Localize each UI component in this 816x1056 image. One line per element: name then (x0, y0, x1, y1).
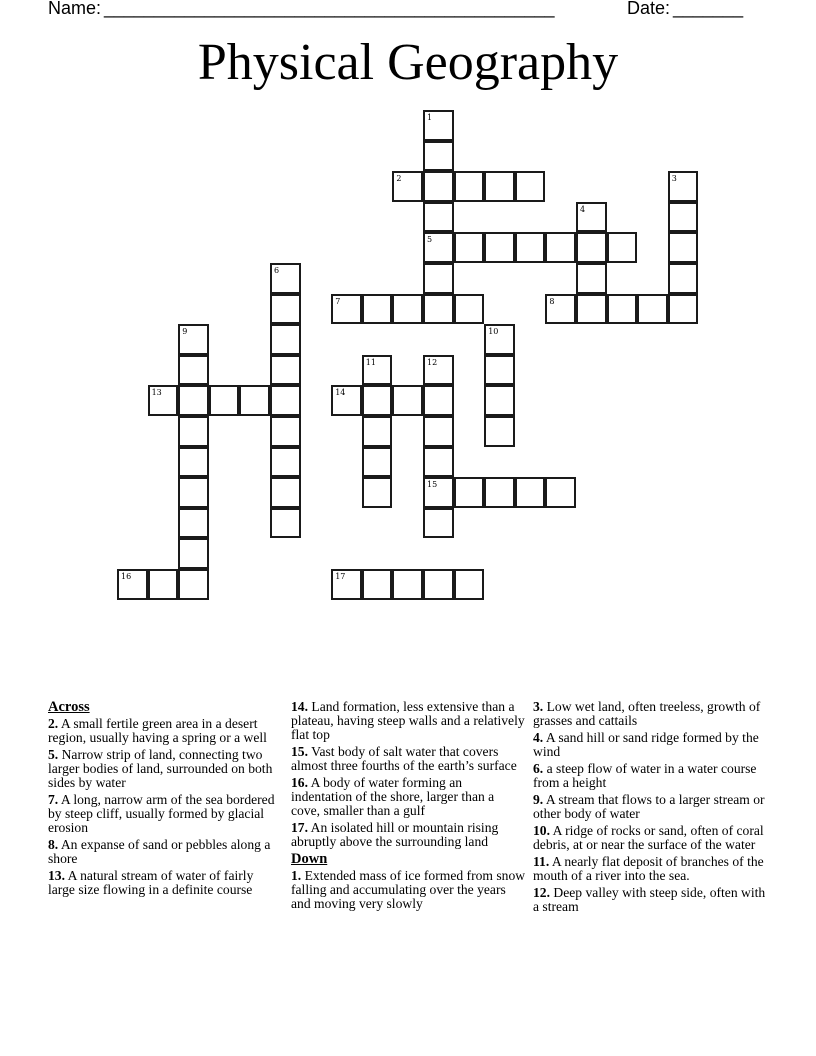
crossword-cell[interactable] (423, 263, 454, 294)
crossword-cell[interactable] (178, 477, 209, 508)
crossword-cell[interactable] (454, 569, 485, 600)
crossword-cell[interactable] (423, 294, 454, 325)
crossword-cell[interactable] (545, 477, 576, 508)
crossword-cell[interactable] (423, 141, 454, 172)
crossword-cell[interactable] (209, 385, 240, 416)
crossword-cell[interactable] (178, 508, 209, 539)
crossword-cell[interactable] (270, 324, 301, 355)
name-field[interactable]: _____________________________________________ (104, 0, 555, 18)
crossword-cell[interactable] (148, 569, 179, 600)
clue-number: 14. (291, 699, 308, 714)
crossword-cell[interactable] (668, 294, 699, 325)
crossword-cell[interactable] (362, 294, 393, 325)
clue-text: Narrow strip of land, connecting two larger bodies of land, surrounded on both sides by water (48, 747, 273, 790)
crossword-cell[interactable] (362, 355, 393, 386)
crossword-cell[interactable] (117, 569, 148, 600)
clue-number: 3. (533, 699, 544, 714)
clues-column-1 (48, 700, 283, 900)
clue-down-9 (533, 793, 768, 821)
crossword-cell[interactable] (423, 447, 454, 478)
clue-number: 10. (533, 823, 550, 838)
crossword-cell[interactable] (484, 232, 515, 263)
clue-number: 5. (48, 747, 59, 762)
name-label: Name: (48, 0, 102, 18)
clue-number: 11. (533, 854, 550, 869)
date-field[interactable]: _______ (673, 0, 744, 18)
clue-across-17 (291, 821, 526, 849)
cell-number: 9 (182, 327, 188, 337)
crossword-cell[interactable] (545, 232, 576, 263)
cell-number: 4 (580, 204, 586, 214)
crossword-cell[interactable] (515, 232, 546, 263)
crossword-cell[interactable] (362, 385, 393, 416)
crossword-cell[interactable] (423, 477, 454, 508)
clues-column-3 (533, 700, 768, 917)
crossword-cell[interactable] (423, 171, 454, 202)
clue-across-2 (48, 717, 283, 745)
crossword-cell[interactable] (270, 416, 301, 447)
crossword-cell[interactable] (392, 569, 423, 600)
crossword-cell[interactable] (423, 569, 454, 600)
clue-text: A long, narrow arm of the sea bordered by steep cliff, usually formed by glacial erosion (48, 792, 275, 835)
cell-number: 11 (365, 357, 376, 367)
cell-number: 10 (488, 327, 499, 337)
clue-down-3 (533, 700, 768, 728)
crossword-cell[interactable] (515, 171, 546, 202)
clue-text: Vast body of salt water that covers almost three fourths of the earth’s surface (291, 744, 517, 773)
clue-number: 6. (533, 761, 544, 776)
clue-text: A ridge of rocks or sand, often of coral debris, at or near the surface of the water (533, 823, 764, 852)
crossword-cell[interactable] (270, 385, 301, 416)
crossword-cell[interactable] (270, 447, 301, 478)
crossword-cell[interactable] (392, 385, 423, 416)
crossword-cell[interactable] (362, 416, 393, 447)
cell-number: 1 (427, 113, 433, 122)
clue-across-7 (48, 793, 283, 835)
clue-down-12 (533, 886, 768, 914)
cell-number: 13 (151, 388, 162, 398)
crossword-cell[interactable] (362, 447, 393, 478)
crossword-cell[interactable] (484, 171, 515, 202)
clue-down-4 (533, 731, 768, 759)
clue-number: 9. (533, 792, 544, 807)
clue-number: 2. (48, 716, 59, 731)
crossword-cell[interactable] (484, 355, 515, 386)
across-heading: Across (48, 699, 90, 715)
clue-number: 1. (291, 868, 302, 883)
crossword-cell[interactable] (178, 385, 209, 416)
clues-column-2 (291, 700, 526, 914)
clue-down-1 (291, 869, 526, 911)
crossword-cell[interactable] (392, 294, 423, 325)
clue-text: Low wet land, often treeless, growth of grasses and cattails (533, 699, 761, 728)
cell-number: 7 (335, 296, 341, 306)
crossword-cell[interactable] (484, 324, 515, 355)
crossword-cell[interactable] (270, 508, 301, 539)
crossword-cell[interactable] (484, 416, 515, 447)
clue-text: A nearly flat deposit of branches of the mouth of a river into the sea. (533, 854, 764, 883)
cell-number: 15 (427, 480, 438, 490)
crossword-cell[interactable] (270, 294, 301, 325)
clue-number: 7. (48, 792, 59, 807)
crossword-cell[interactable] (576, 294, 607, 325)
clue-number: 15. (291, 744, 308, 759)
clue-text: A sand hill or sand ridge formed by the wind (533, 730, 759, 759)
clue-text: A body of water forming an indentation of the shore, larger than a cove, smaller than a gulf (291, 775, 495, 818)
cell-number: 6 (274, 266, 280, 275)
cell-number: 5 (427, 235, 433, 245)
crossword-cell[interactable] (423, 508, 454, 539)
clue-down-11 (533, 855, 768, 883)
crossword-cell[interactable] (637, 294, 668, 325)
crossword-cell[interactable] (178, 355, 209, 386)
down-heading: Down (291, 851, 328, 867)
clue-number: 8. (48, 837, 59, 852)
cell-number: 16 (121, 572, 132, 581)
crossword-cell[interactable] (668, 171, 699, 202)
crossword-cell[interactable] (423, 385, 454, 416)
clue-down-6 (533, 762, 768, 790)
clue-text: Deep valley with steep side, often with a stream (533, 885, 766, 914)
cell-number: 17 (335, 572, 346, 581)
cell-number: 8 (549, 296, 555, 306)
clue-number: 16. (291, 775, 308, 790)
clue-down-10 (533, 824, 768, 852)
crossword-cell[interactable] (423, 232, 454, 263)
clue-across-14 (291, 700, 526, 742)
clue-across-8 (48, 838, 283, 866)
crossword-cell[interactable] (576, 232, 607, 263)
crossword-cell[interactable] (423, 202, 454, 233)
crossword-cell[interactable] (668, 232, 699, 263)
crossword-cell[interactable] (148, 385, 179, 416)
cell-number: 2 (396, 174, 402, 184)
clue-text: A small fertile green area in a desert region, usually having a spring or a well (48, 716, 267, 745)
clue-text: Land formation, less extensive than a plateau, having steep walls and a relatively flat top (291, 699, 525, 742)
crossword-cell[interactable] (331, 385, 362, 416)
crossword-cell[interactable] (454, 232, 485, 263)
crossword-cell[interactable] (270, 355, 301, 386)
cell-number: 14 (335, 388, 346, 398)
crossword-cell[interactable] (668, 202, 699, 233)
crossword-cell[interactable] (178, 324, 209, 355)
clue-across-15 (291, 745, 526, 773)
crossword-cell[interactable] (362, 569, 393, 600)
clue-across-16 (291, 776, 526, 818)
clue-number: 17. (291, 820, 308, 835)
crossword-cell[interactable] (270, 477, 301, 508)
clue-text: Extended mass of ice formed from snow falling and accumulating over the years and moving very slowly (291, 868, 526, 911)
crossword-cell[interactable] (270, 263, 301, 294)
crossword-cell[interactable] (178, 538, 209, 569)
crossword-cell[interactable] (178, 569, 209, 600)
clue-text: An isolated hill or mountain rising abruptly above the surrounding land (291, 820, 499, 849)
crossword-cell[interactable] (454, 477, 485, 508)
clue-text: a steep flow of water in a water course from a height (533, 761, 757, 790)
crossword-cell[interactable] (607, 294, 638, 325)
page-title: Physical Geography (197, 34, 619, 91)
date-label: Date: (627, 0, 671, 18)
clue-number: 12. (533, 885, 550, 900)
crossword-cell[interactable] (484, 385, 515, 416)
crossword-cell[interactable] (576, 263, 607, 294)
crossword-cell[interactable] (331, 294, 362, 325)
clue-number: 4. (533, 730, 544, 745)
clue-text: A stream that flows to a larger stream or other body of water (533, 792, 765, 821)
crossword-cell[interactable] (423, 355, 454, 386)
crossword-cell[interactable] (484, 477, 515, 508)
cell-number: 12 (427, 357, 438, 367)
crossword-cell[interactable] (239, 385, 270, 416)
crossword-cell[interactable] (423, 416, 454, 447)
crossword-cell[interactable] (545, 294, 576, 325)
clue-number: 13. (48, 868, 65, 883)
crossword-cell[interactable] (576, 202, 607, 233)
crossword-cell[interactable] (454, 294, 485, 325)
cell-number: 3 (671, 174, 677, 184)
crossword-cell[interactable] (607, 232, 638, 263)
crossword-cell[interactable] (362, 477, 393, 508)
crossword-cell[interactable] (454, 171, 485, 202)
clue-text: An expanse of sand or pebbles along a shore (48, 837, 271, 866)
clue-text: A natural stream of water of fairly large size flowing in a definite course (48, 868, 254, 897)
crossword-cell[interactable] (392, 171, 423, 202)
crossword-cell[interactable] (178, 416, 209, 447)
crossword-cell[interactable] (331, 569, 362, 600)
crossword-cell[interactable] (178, 447, 209, 478)
clue-across-5 (48, 748, 283, 790)
crossword-cell[interactable] (515, 477, 546, 508)
crossword-cell[interactable] (423, 110, 454, 141)
clue-across-13 (48, 869, 283, 897)
crossword-cell[interactable] (668, 263, 699, 294)
